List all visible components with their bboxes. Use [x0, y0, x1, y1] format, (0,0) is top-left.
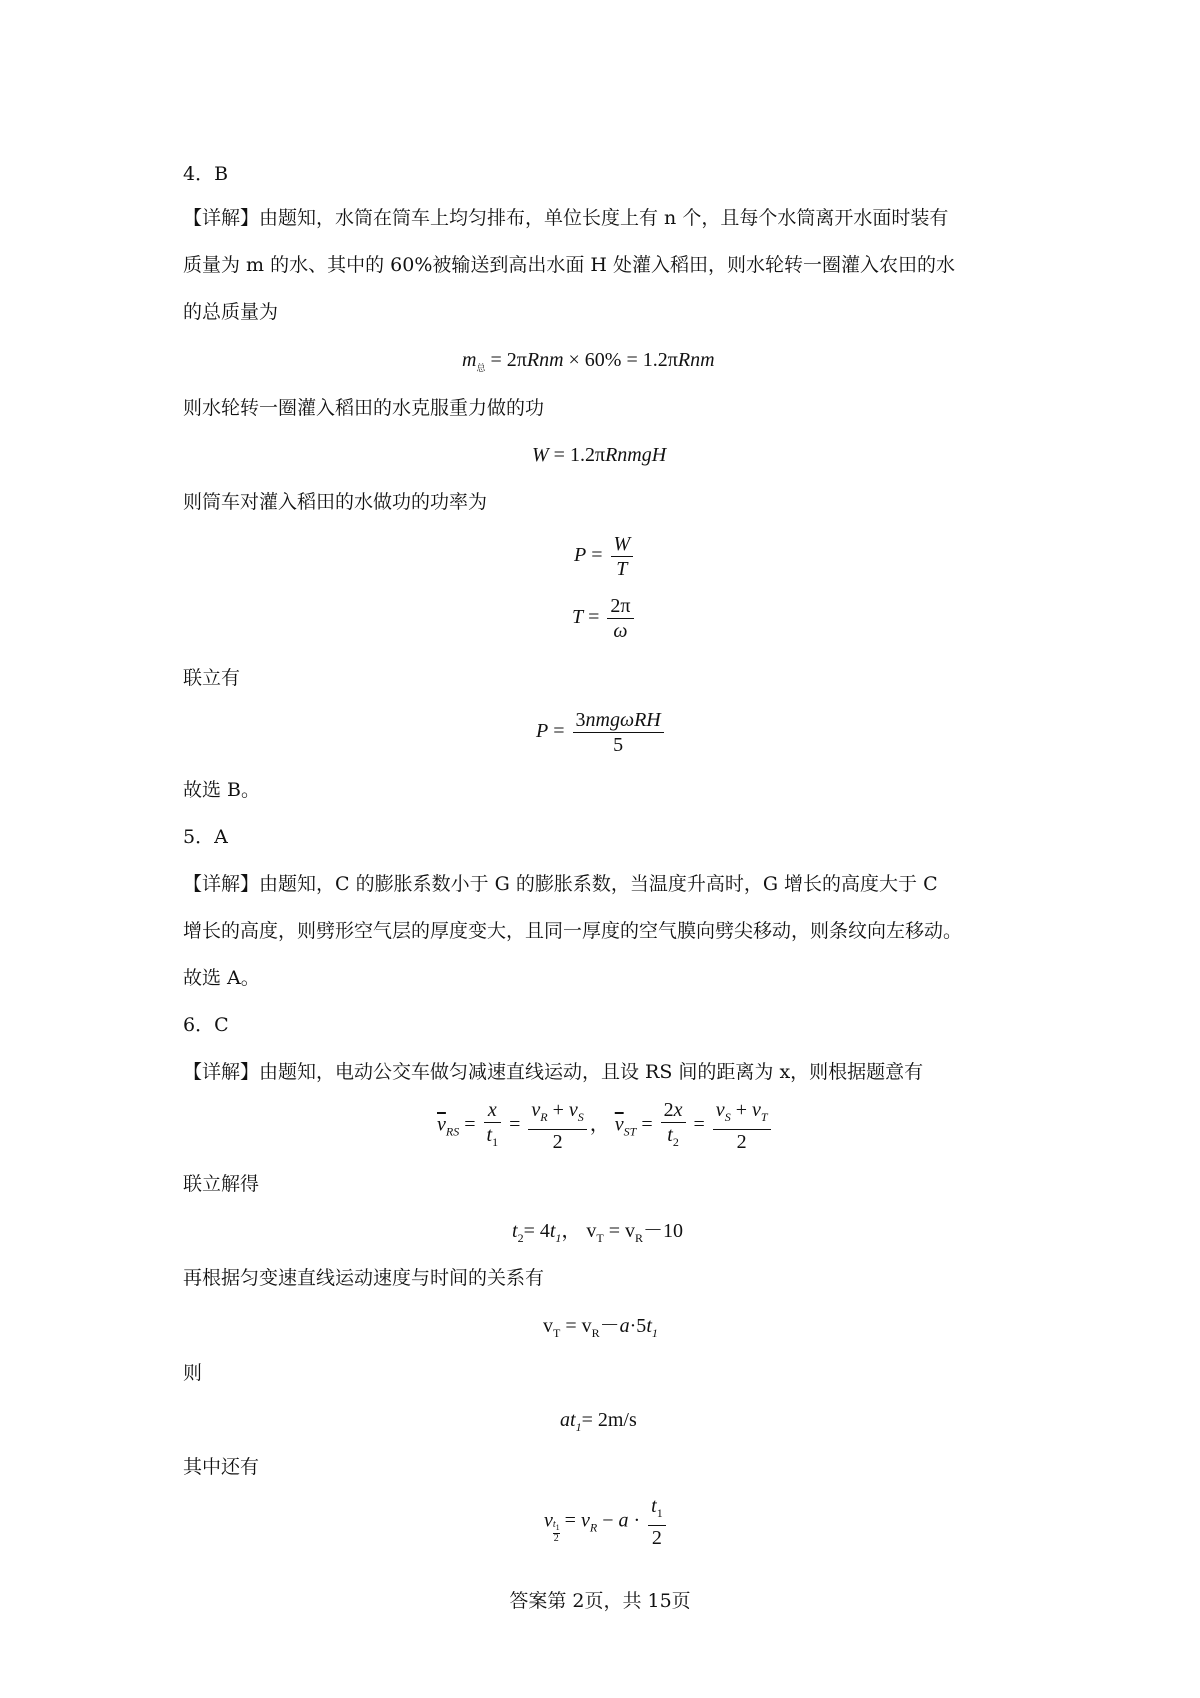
q4-eq-total-mass: $m_总 = 2\pi Rnm \times 60\% = 1.2\pi Rnm$: [462, 349, 715, 373]
q6-eq-acceleration: $at_1= 2m/s$: [560, 1409, 637, 1434]
q6-eq-velocity-time: $v_T = v_R-a\cdot 5t_1$: [543, 1315, 658, 1340]
q6-detail-line-1: 【详解】由题知，电动公交车做匀减速直线运动，且设 RS 间的距离为 x，则根据题意有: [183, 1061, 924, 1083]
q4-conclusion: 故选 B。: [183, 779, 261, 801]
q4-text-power: 则筒车对灌入稻田的水做功的功率为: [183, 491, 488, 513]
question-4-answer: 4．B: [183, 163, 229, 185]
q6-eq-result: $t_2= 4t_1$， $v_T = v_R-10$: [512, 1220, 684, 1245]
q6-eq-average-velocities: $\overline{v}_{RS}$ = $\frac{x}{t_1}$ = $\frac{v_R + v_S}{2}$ ， $\overline{v}_{ST}$ = $\frac{2x}{t_2}$ = $\frac{v_S + v_T}{2}$: [437, 1098, 774, 1154]
q4-eq-power-result: P = $\frac{\text{3nmgωRH}}{5}$: [536, 708, 667, 757]
q5-detail-line-2: 增长的高度，则劈形空气层的厚度变大，且同一厚度的空气膜向劈尖移动，则条纹向左移动。: [183, 920, 963, 942]
q4-detail-line-2: 质量为 m 的水、其中的 60%被输送到高出水面 H 处灌入稻田，则水轮转一圈灌入农田的水: [183, 254, 956, 276]
q6-text-solve: 联立解得: [183, 1173, 260, 1195]
q6-eq-mid-time-velocity: v $\frac{t_1}{2}$ = $v_R - a$ · $\frac{t_1}{2}$: [544, 1494, 669, 1550]
q6-text-then: 则: [183, 1362, 203, 1384]
q4-eq-period: T = $\frac{2\pi}{\omega}$: [572, 594, 637, 643]
question-6-answer: 6．C: [183, 1014, 229, 1036]
q5-conclusion: 故选 A。: [183, 967, 260, 989]
question-5-answer: 5．A: [183, 826, 228, 848]
q4-text-combine: 联立有: [183, 667, 241, 689]
page-footer: 答案第 2页，共 15页: [509, 1590, 691, 1612]
q4-detail-line-3: 的总质量为: [183, 301, 279, 323]
q6-text-relation: 再根据匀变速直线运动速度与时间的关系有: [183, 1267, 545, 1289]
q4-eq-work: W = 1.2πRnmgH: [532, 444, 667, 466]
q5-detail-line-1: 【详解】由题知，C 的膨胀系数小于 G 的膨胀系数，当温度升高时，G 增长的高度大于 C: [183, 873, 938, 895]
q4-text-work: 则水轮转一圈灌入稻田的水克服重力做的功: [183, 397, 545, 419]
q4-detail-line-1: 【详解】由题知，水筒在筒车上均匀排布，单位长度上有 n 个，且每个水筒离开水面时装有: [183, 207, 949, 229]
q6-text-also: 其中还有: [183, 1456, 260, 1478]
q4-eq-power: P = $\frac{W}{T}$: [574, 532, 636, 581]
